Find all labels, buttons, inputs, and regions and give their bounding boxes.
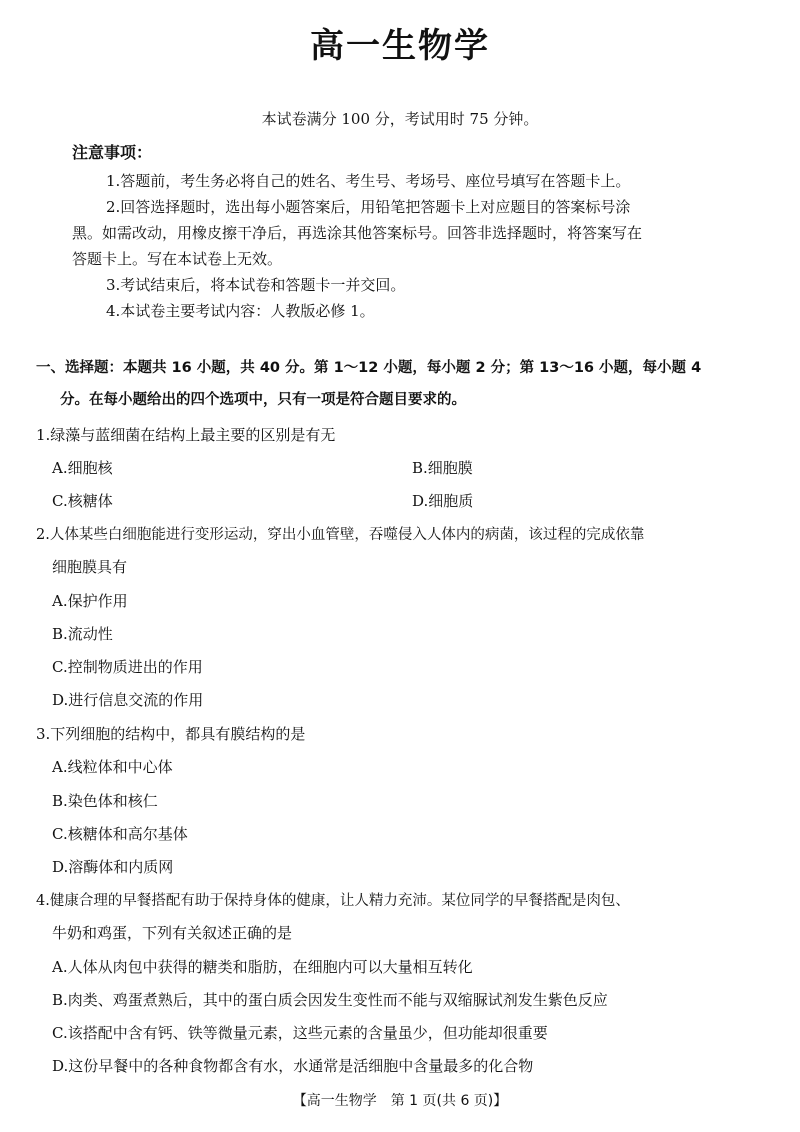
option-b: B.染色体和核仁 bbox=[52, 792, 158, 810]
option-a: A.保护作用 bbox=[52, 592, 128, 610]
section-heading: 一、选择题：本题共 16 小题，共 40 分。第 1～12 小题，每小题 2 分；第 13～16 小题，每小题 4 bbox=[36, 360, 702, 376]
note-line: 黑。如需改动，用橡皮擦干净后，再选涂其他答案标号。回答非选择题时，将答案写在 bbox=[72, 224, 643, 242]
option-b: B.细胞膜 bbox=[412, 459, 473, 477]
option-a: A.细胞核 bbox=[52, 459, 113, 477]
question-stem: 2.人体某些白细胞能进行变形运动，穿出小血管壁，吞噬侵入人体内的病菌，该过程的完成依靠 bbox=[36, 527, 645, 543]
section-heading-cont: 分。在每小题给出的四个选项中，只有一项是符合题目要求的。 bbox=[60, 392, 466, 408]
note-line: 答题卡上。写在本试卷上无效。 bbox=[72, 250, 283, 268]
note-line: 4.本试卷主要考试内容：人教版必修 1。 bbox=[106, 302, 375, 320]
question-stem: 3.下列细胞的结构中，都具有膜结构的是 bbox=[36, 725, 306, 743]
option-d: D.进行信息交流的作用 bbox=[52, 691, 204, 709]
question-stem: 1.绿藻与蓝细菌在结构上最主要的区别是有无 bbox=[36, 426, 336, 444]
question-stem-cont: 细胞膜具有 bbox=[52, 558, 128, 576]
note-line: 2.回答选择题时，选出每小题答案后，用铅笔把答题卡上对应题目的答案标号涂 bbox=[106, 198, 631, 216]
option-a: A.线粒体和中心体 bbox=[52, 758, 173, 776]
option-a: A.人体从肉包中获得的糖类和脂肪，在细胞内可以大量相互转化 bbox=[52, 958, 473, 976]
note-line: 3.考试结束后，将本试卷和答题卡一并交回。 bbox=[106, 276, 406, 294]
option-b: B.肉类、鸡蛋煮熟后，其中的蛋白质会因发生变性而不能与双缩脲试剂发生紫色反应 bbox=[52, 991, 608, 1009]
option-c: C.核糖体 bbox=[52, 492, 113, 510]
option-d: D.溶酶体和内质网 bbox=[52, 858, 174, 876]
option-c: C.该搭配中含有钙、铁等微量元素，这些元素的含量虽少，但功能却很重要 bbox=[52, 1024, 548, 1042]
option-c: C.核糖体和高尔基体 bbox=[52, 825, 188, 843]
question-stem: 4.健康合理的早餐搭配有助于保持身体的健康，让人精力充沛。某位同学的早餐搭配是肉包、 bbox=[36, 893, 630, 909]
option-d: D.细胞质 bbox=[412, 492, 474, 510]
note-line: 1.答题前，考生务必将自己的姓名、考生号、考场号、座位号填写在答题卡上。 bbox=[106, 172, 631, 190]
option-c: C.控制物质进出的作用 bbox=[52, 658, 203, 676]
question-stem-cont: 牛奶和鸡蛋，下列有关叙述正确的是 bbox=[52, 924, 293, 942]
page-title: 高一生物学 bbox=[310, 26, 490, 66]
notes-heading: 注意事项： bbox=[72, 143, 153, 162]
option-d: D.这份早餐中的各种食物都含有水，水通常是活细胞中含量最多的化合物 bbox=[52, 1057, 534, 1075]
page-footer: 【高一生物学 第 1 页(共 6 页)】 bbox=[292, 1093, 508, 1109]
option-b: B.流动性 bbox=[52, 625, 113, 643]
exam-info: 本试卷满分 100 分，考试用时 75 分钟。 bbox=[261, 110, 539, 128]
